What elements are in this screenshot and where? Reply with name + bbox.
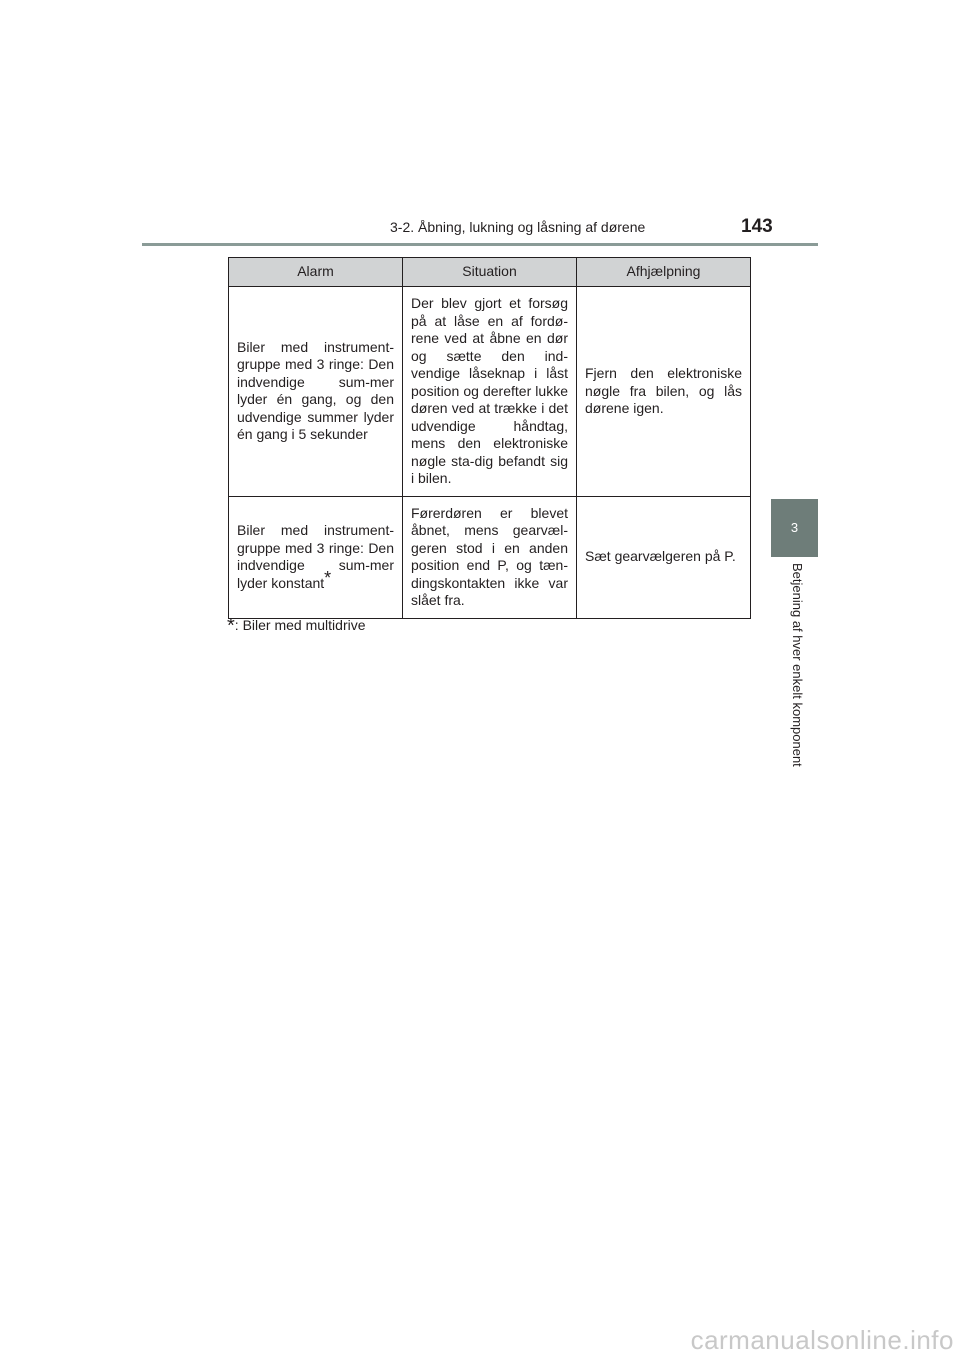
chapter-tab: 3 <box>771 499 818 557</box>
watermark: carmanualsonline.info <box>690 1325 954 1355</box>
footnote-marker: * <box>324 567 332 588</box>
footnote <box>227 615 366 638</box>
section-title: 3-2. Åbning, lukning og låsning af dørene <box>390 219 646 235</box>
remedy-cell: Sæt gearvælgeren på P. <box>577 496 751 618</box>
column-header-alarm: Alarm <box>229 258 403 287</box>
alarm-text: Biler med instrument-gruppe med 3 ringe: Den indvendige sum-mer lyder konstant <box>237 522 394 591</box>
table-row <box>229 287 751 497</box>
alarm-table <box>228 257 751 619</box>
header-rule <box>142 243 818 246</box>
table-row <box>229 496 751 618</box>
table-header-row <box>229 258 751 287</box>
remedy-cell: Fjern den elektroniske nøgle fra bilen, og lås dørene igen. <box>577 287 751 497</box>
footnote-star: * <box>227 615 235 637</box>
chapter-title: Betjening af hver enkelt komponent <box>790 563 805 767</box>
alarm-cell <box>229 496 403 618</box>
page-number: 143 <box>741 216 773 237</box>
footnote-text: : Biler med multidrive <box>234 617 366 633</box>
situation-cell: Der blev gjort et forsøg på at låse en af fordø-rene ved at åbne en dør og sætte den ind-vendige låseknap i låst position og derefter lukke døren ved at trække i det udvendige håndtag, mens den elektroniske nøgle sta-dig befandt sig i bilen. <box>403 287 577 497</box>
column-header-remedy: Afhjælpning <box>577 258 751 287</box>
situation-cell: Førerdøren er blevet åbnet, mens gearvæl-geren stod i en anden position end P, og tæn-dingskontakten ikke var slået fra. <box>403 496 577 618</box>
alarm-cell: Biler med instrument-gruppe med 3 ringe: Den indvendige sum-mer lyder én gang, og den udvendige summer lyder én gang i 5 sekunder <box>229 287 403 497</box>
column-header-situation: Situation <box>403 258 577 287</box>
